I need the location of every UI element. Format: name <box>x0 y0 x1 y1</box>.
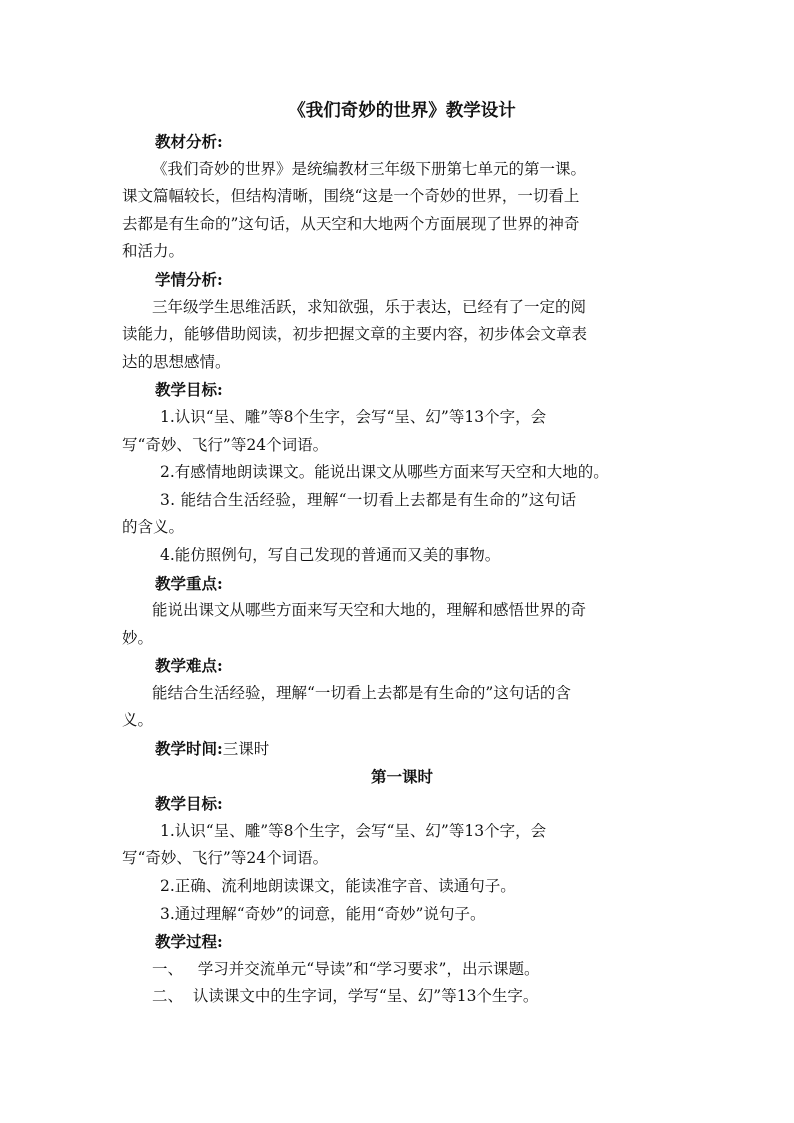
goal-line: 1.认识“呈、雕”等8个生字，会写“呈、幻”等13个字，会 <box>160 407 547 426</box>
paragraph-line: 达的思想感情。 <box>122 352 231 371</box>
lesson-one-title: 第一课时 <box>370 766 433 786</box>
paragraph-line: 读能力，能够借助阅读，初步把握文章的主要内容，初步体会文章表 <box>122 325 588 344</box>
section-heading-material-analysis: 教材分析: <box>155 132 223 151</box>
document-title: 《我们奇妙的世界》教学设计 <box>288 101 516 121</box>
goal-line: 4.能仿照例句，写自己发现的普通而又美的事物。 <box>160 545 501 564</box>
paragraph-line: 能说出课文从哪些方面来写天空和大地的，理解和感悟世界的奇 <box>152 601 587 620</box>
goal-line: 1.认识“呈、雕”等8个生字，会写“呈、幻”等13个字，会 <box>160 821 547 840</box>
section-heading-student-analysis: 学情分析: <box>155 269 223 289</box>
document-content <box>122 95 682 1011</box>
section-heading-key-points: 教学重点: <box>155 573 223 593</box>
section-heading-difficult-points: 教学难点: <box>155 656 223 676</box>
goal-line: 3. 能结合生活经验，理解“一切看上去都是有生命的”这句话 <box>160 490 577 509</box>
process-step: 二、 认读课文中的生字词，学写“呈、幻”等13个生字。 <box>152 987 539 1006</box>
teaching-time-label: 教学时间: <box>155 739 223 759</box>
section-heading-teaching-process: 教学过程: <box>155 932 223 952</box>
section-heading-lesson-goals: 教学目标: <box>155 794 223 814</box>
goal-line: 2.有感情地朗读课文。能说出课文从哪些方面来写天空和大地的。 <box>160 463 609 482</box>
paragraph-line: 义。 <box>122 711 154 730</box>
paragraph-line: 课文篇幅较长，但结构清晰，围绕“这是一个奇妙的世界，一切看上 <box>122 187 580 206</box>
paragraph-line: 三年级学生思维活跃，求知欲强，乐于表达，已经有了一定的阅 <box>152 297 587 316</box>
section-heading-teaching-goals: 教学目标: <box>155 380 223 400</box>
paragraph-line: 能结合生活经验，理解“一切看上去都是有生命的”这句话的含 <box>152 683 571 702</box>
teaching-time-value: 三课时 <box>222 740 270 759</box>
goal-line: 写“奇妙、飞行”等24个词语。 <box>122 849 329 868</box>
process-step: 一、 学习并交流单元“导读”和“学习要求”，出示课题。 <box>152 959 540 978</box>
paragraph-line: 去都是有生命的”这句话，从天空和大地两个方面展现了世界的神奇 <box>122 214 580 233</box>
paragraph-line: 《我们奇妙的世界》是统编教材三年级下册第七单元的第一课。 <box>152 159 587 178</box>
goal-line: 3.通过理解“奇妙”的词意，能用“奇妙”说句子。 <box>160 904 486 923</box>
goal-line: 的含义。 <box>122 518 185 537</box>
paragraph-line: 和活力。 <box>122 242 185 261</box>
teaching-time-row <box>122 735 682 763</box>
goal-line: 写“奇妙、飞行”等24个词语。 <box>122 435 329 454</box>
paragraph-line: 妙。 <box>122 628 154 647</box>
goal-line: 2.正确、流利地朗读课文，能读准字音、读通句子。 <box>160 877 516 896</box>
